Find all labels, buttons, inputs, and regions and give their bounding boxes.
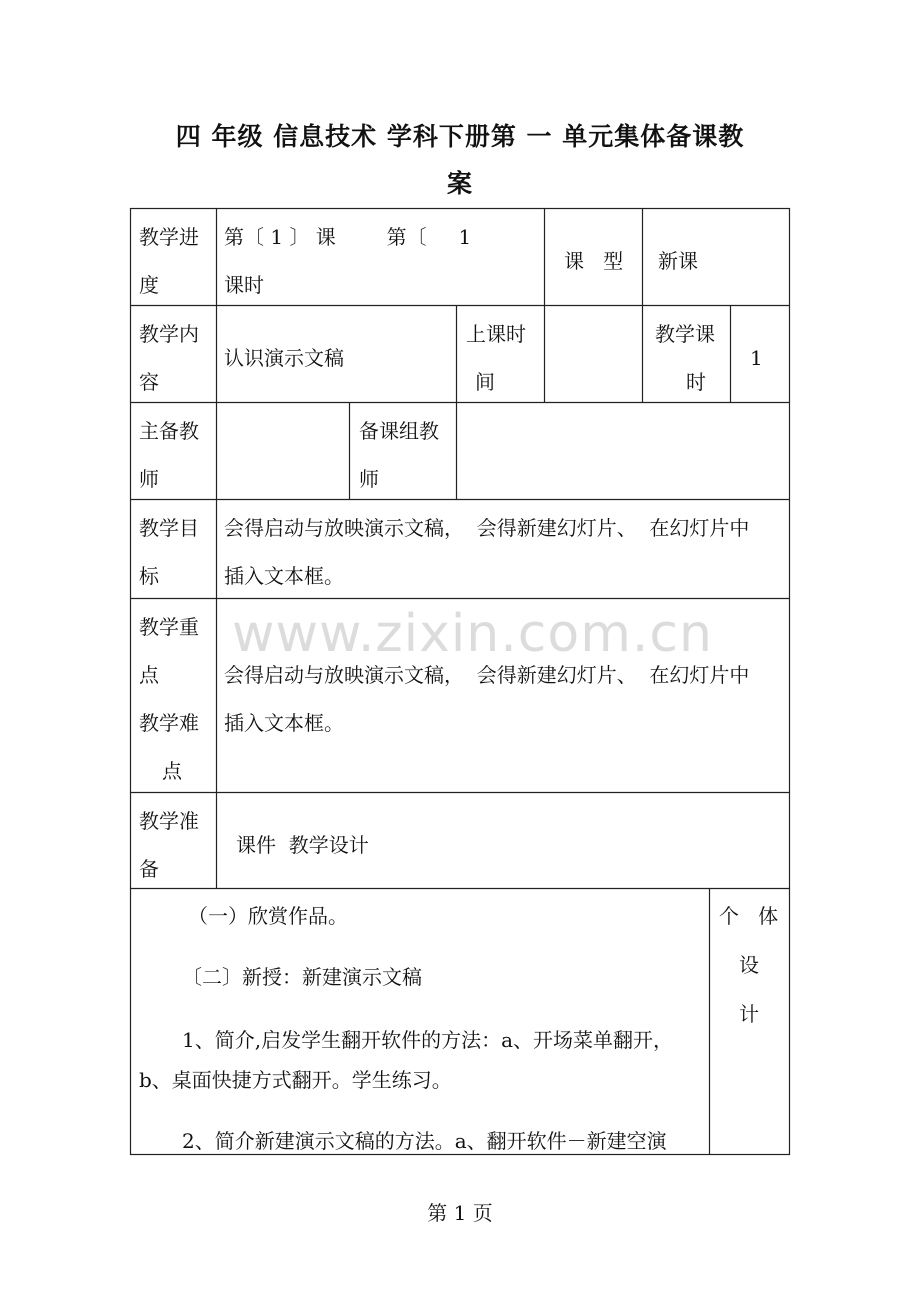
main-teacher-label-line-2: 师 xyxy=(139,467,159,491)
process-paragraph-1: （一）欣赏作品。 xyxy=(188,904,348,928)
teaching-hours-value: 1 xyxy=(750,346,763,370)
main-teacher-label-line-1: 主备教 xyxy=(139,419,199,443)
prep-label-line-1: 教学准 xyxy=(139,809,199,833)
key-point-label-line-1: 教学重 xyxy=(139,615,199,639)
class-time-label-line-2: 间 xyxy=(475,370,495,394)
document-title-line-1: 四 年级 信息技术 学科下册第 一 单元集体备课教 xyxy=(175,122,745,151)
process-paragraph-3-line-2: b、桌面快捷方式翻开。学生练习。 xyxy=(139,1068,452,1092)
teaching-hours-label-line-2: 时 xyxy=(686,370,706,394)
process-paragraph-3-line-1: 1、简介,启发学生翻开软件的方法：a、开场菜单翻开， xyxy=(182,1028,674,1052)
difficult-point-label-line-2: 点 xyxy=(162,759,182,783)
goal-label-line-2: 标 xyxy=(139,564,159,588)
prep-value: 课件 教学设计 xyxy=(236,833,369,857)
individual-design-label-line-1: 个 体 xyxy=(719,904,779,928)
content-label-line-1: 教学内 xyxy=(139,322,199,346)
key-point-text-line-2: 插入文本框。 xyxy=(224,711,344,735)
process-paragraph-4: 2、简介新建演示文稿的方法。a、翻开软件－新建空演 xyxy=(182,1129,667,1153)
lesson-type-value: 新课 xyxy=(658,249,698,273)
process-paragraph-2: 〔二〕新授：新建演示文稿 xyxy=(182,965,422,989)
key-point-label-line-2: 点 xyxy=(139,663,159,687)
goal-text-line-2: 插入文本框。 xyxy=(224,564,344,588)
group-teacher-label-line-2: 师 xyxy=(359,467,379,491)
watermark: www.zixin.com.cn xyxy=(232,604,713,664)
document-title-line-2: 案 xyxy=(446,169,473,198)
progress-value-line-2: 课时 xyxy=(224,273,264,297)
content-label-line-2: 容 xyxy=(139,370,159,394)
progress-label-line-1: 教学进 xyxy=(139,225,199,249)
teaching-hours-label-line-1: 教学课 xyxy=(655,322,715,346)
individual-design-label-line-2: 设 xyxy=(739,953,759,977)
progress-label-line-2: 度 xyxy=(139,273,159,297)
page-number: 第 1 页 xyxy=(427,1201,493,1225)
class-time-label-line-1: 上课时 xyxy=(466,322,526,346)
progress-value-line-1: 第〔 1 〕 课 第〔 1 xyxy=(224,225,472,249)
goal-label-line-1: 教学目 xyxy=(139,516,199,540)
group-teacher-label-line-1: 备课组教 xyxy=(359,419,439,443)
individual-design-label-line-3: 计 xyxy=(739,1002,759,1026)
difficult-point-label-line-1: 教学难 xyxy=(139,711,199,735)
goal-text-line-1: 会得启动与放映演示文稿， 会得新建幻灯片、 在幻灯片中 xyxy=(224,516,750,540)
content-value: 认识演示文稿 xyxy=(224,346,344,370)
lesson-type-label: 课 型 xyxy=(564,249,624,273)
prep-label-line-2: 备 xyxy=(139,857,159,881)
key-point-text-line-1: 会得启动与放映演示文稿， 会得新建幻灯片、 在幻灯片中 xyxy=(224,663,750,687)
